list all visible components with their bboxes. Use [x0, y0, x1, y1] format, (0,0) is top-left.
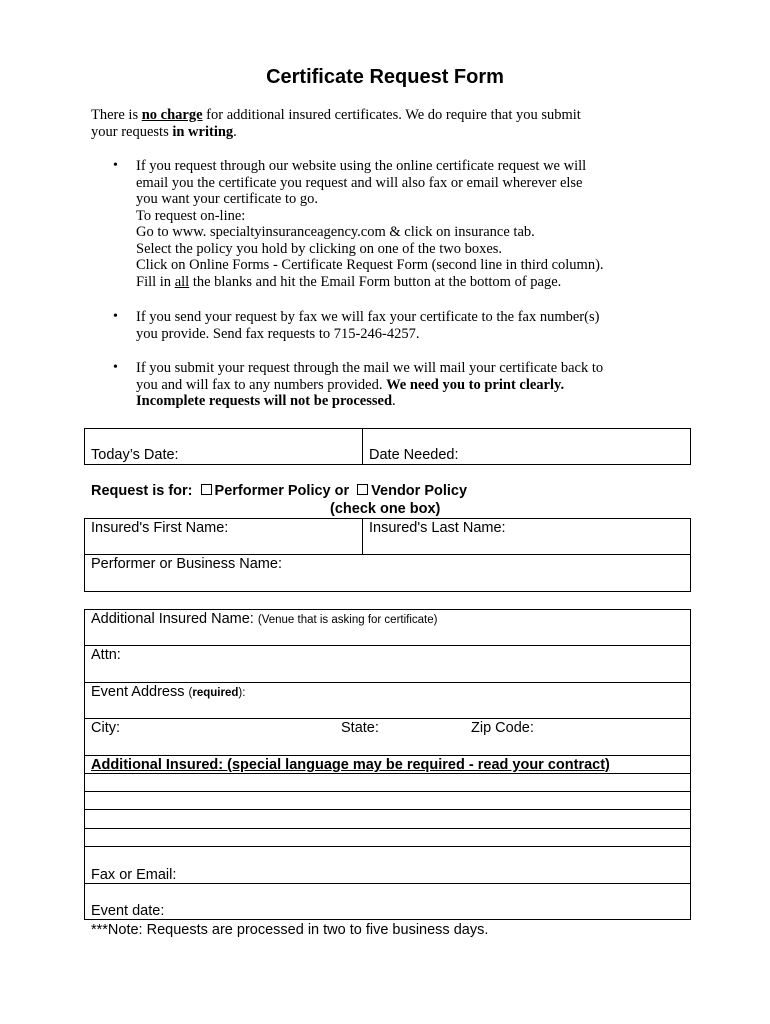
performer-label: Performer Policy or	[214, 483, 350, 499]
intro-in-writing: in writing	[172, 123, 234, 140]
event-address-field[interactable]	[91, 684, 245, 700]
bullet-text: you and will fax to any numbers provided.	[136, 376, 387, 393]
divider	[84, 773, 691, 774]
check-one-note: (check one box)	[330, 501, 441, 517]
bullet-icon: •	[113, 309, 118, 324]
bullet-line: Click on Online Forms - Certificate Request Form (second line in third column).	[136, 257, 604, 273]
bullet-icon: •	[113, 360, 118, 375]
additional-insured-name-label: Additional Insured Name:	[91, 611, 254, 627]
zip-code-field[interactable]: Zip Code:	[471, 720, 534, 736]
vendor-checkbox[interactable]	[357, 484, 368, 495]
special-language-heading: Additional Insured: (special language may be required - read your contract)	[91, 757, 610, 773]
bullet-line	[136, 274, 696, 291]
required-note: required	[192, 687, 239, 699]
divider	[84, 718, 691, 719]
bullet-text: .	[392, 393, 396, 409]
fax-or-email-field[interactable]: Fax or Email:	[91, 867, 177, 883]
bullet-text-all: all	[174, 273, 190, 290]
processing-note: ***Note: Requests are processed in two to five business days.	[91, 922, 489, 938]
divider	[84, 809, 691, 810]
bullet-line	[136, 377, 696, 394]
policy-selection	[91, 483, 467, 499]
divider	[84, 791, 691, 792]
event-date-field[interactable]: Event date:	[91, 903, 165, 919]
bullet-line: If you request through our website using the online certificate request we will	[136, 158, 587, 174]
bullet-icon: •	[113, 158, 118, 173]
divider	[84, 883, 691, 884]
divider	[84, 828, 691, 829]
date-needed-field[interactable]: Date Needed:	[369, 447, 459, 463]
insured-last-name-field[interactable]: Insured's Last Name:	[369, 520, 506, 536]
bullet-line: you provide. Send fax requests to 715-246-4257.	[136, 325, 420, 342]
divider	[84, 846, 691, 847]
divider	[362, 428, 363, 465]
bullet-print-clearly: We need you to print clearly.	[386, 376, 565, 393]
divider	[362, 518, 363, 555]
event-address-label: Event Address	[91, 684, 185, 700]
bullet-fax	[136, 309, 696, 342]
intro-text: There is	[91, 107, 142, 123]
state-field[interactable]: State:	[341, 720, 379, 736]
bullet-line: Go to www. specialtyinsuranceagency.com & click on insurance tab.	[136, 224, 535, 240]
divider	[84, 554, 691, 555]
venue-note: (Venue that is asking for certificate)	[257, 614, 438, 626]
city-field[interactable]: City:	[91, 720, 120, 736]
bullet-line: Select the policy you hold by clicking on one of the two boxes.	[136, 240, 503, 257]
bullet-mail	[136, 360, 696, 410]
business-name-field[interactable]: Performer or Business Name:	[91, 556, 282, 572]
bullet-website	[136, 158, 696, 290]
intro-text: for additional insured certificates. We do require that you submit	[202, 107, 581, 123]
bullet-line: If you submit your request through the mail we will mail your certificate back to	[136, 360, 604, 376]
attn-field[interactable]: Attn:	[91, 647, 121, 663]
paren: (	[188, 687, 193, 699]
bullet-line: email you the certificate you request and will also fax or email wherever else	[136, 174, 583, 191]
divider	[84, 682, 691, 683]
intro-paragraph	[91, 107, 691, 140]
paren: ):	[238, 687, 246, 699]
vendor-label: Vendor Policy	[371, 483, 468, 499]
bullet-incomplete: Incomplete requests will not be processed	[136, 393, 393, 409]
request-prefix: Request is for:	[91, 483, 193, 499]
bullet-text: Fill in	[136, 273, 175, 290]
bullet-line: To request on-line:	[136, 207, 246, 224]
intro-no-charge: no charge	[141, 107, 203, 123]
divider	[84, 645, 691, 646]
divider	[84, 755, 691, 756]
insured-first-name-field[interactable]: Insured's First Name:	[91, 520, 229, 536]
performer-checkbox[interactable]	[201, 484, 212, 495]
bullet-text: the blanks and hit the Email Form button at the bottom of page.	[189, 273, 562, 290]
bullet-line	[136, 393, 696, 410]
intro-text: your requests	[91, 123, 173, 140]
bullet-line: If you send your request by fax we will fax your certificate to the fax number(s)	[136, 309, 600, 325]
todays-date-field[interactable]: Today’s Date:	[91, 447, 179, 463]
additional-insured-name-field[interactable]	[91, 611, 437, 627]
bullet-line: you want your certificate to go.	[136, 191, 318, 207]
page-title: Certificate Request Form	[266, 66, 504, 88]
intro-text: .	[233, 123, 237, 140]
